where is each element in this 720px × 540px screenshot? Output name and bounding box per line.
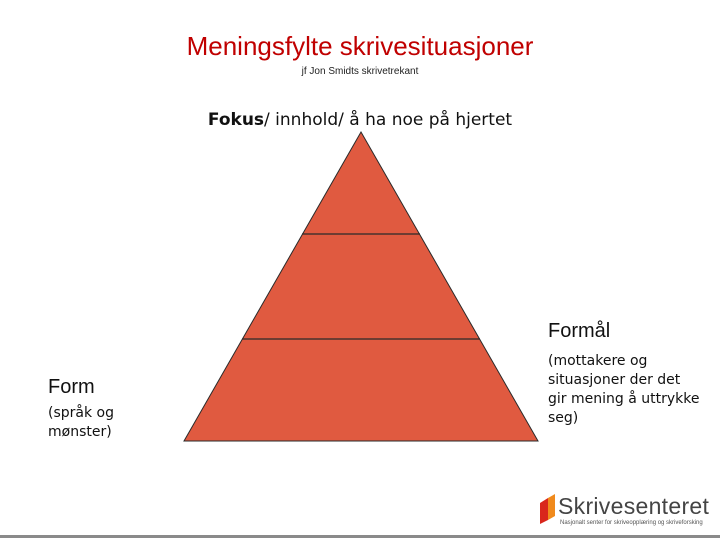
form-description — [48, 404, 114, 442]
logo-wordmark: Skrivesenteret — [558, 493, 710, 519]
skrivesenteret-logo — [538, 492, 720, 532]
formal-description-line: (mottakere og — [548, 353, 648, 369]
logo-mark-icon — [538, 494, 558, 528]
form-label-block — [48, 374, 114, 442]
formal-description-line: seg) — [548, 410, 579, 426]
form-description-line: (språk og — [48, 405, 114, 421]
bottom-divider — [0, 535, 720, 538]
form-description-line: mønster) — [48, 424, 112, 440]
slide-subtitle: jf Jon Smidts skrivetrekant — [301, 66, 419, 77]
formal-description-line: situasjoner der det — [548, 372, 681, 388]
formal-label-block — [548, 318, 720, 428]
form-heading: Form — [48, 376, 95, 398]
logo-tagline: Nasjonalt senter for skriveopplæring og skriveforsking — [560, 520, 703, 526]
slide-title: Meningsfylte skrivesituasjoner — [186, 31, 534, 61]
top-vertex-label-bold: Fokus — [207, 110, 265, 130]
formal-description-line: gir mening å uttrykke — [548, 391, 700, 407]
formal-heading: Formål — [548, 320, 611, 342]
pyramid-triangle — [184, 132, 538, 441]
top-vertex-label-rest: / innhold/ å ha noe på hjertet — [264, 110, 513, 130]
formal-description — [548, 352, 720, 428]
